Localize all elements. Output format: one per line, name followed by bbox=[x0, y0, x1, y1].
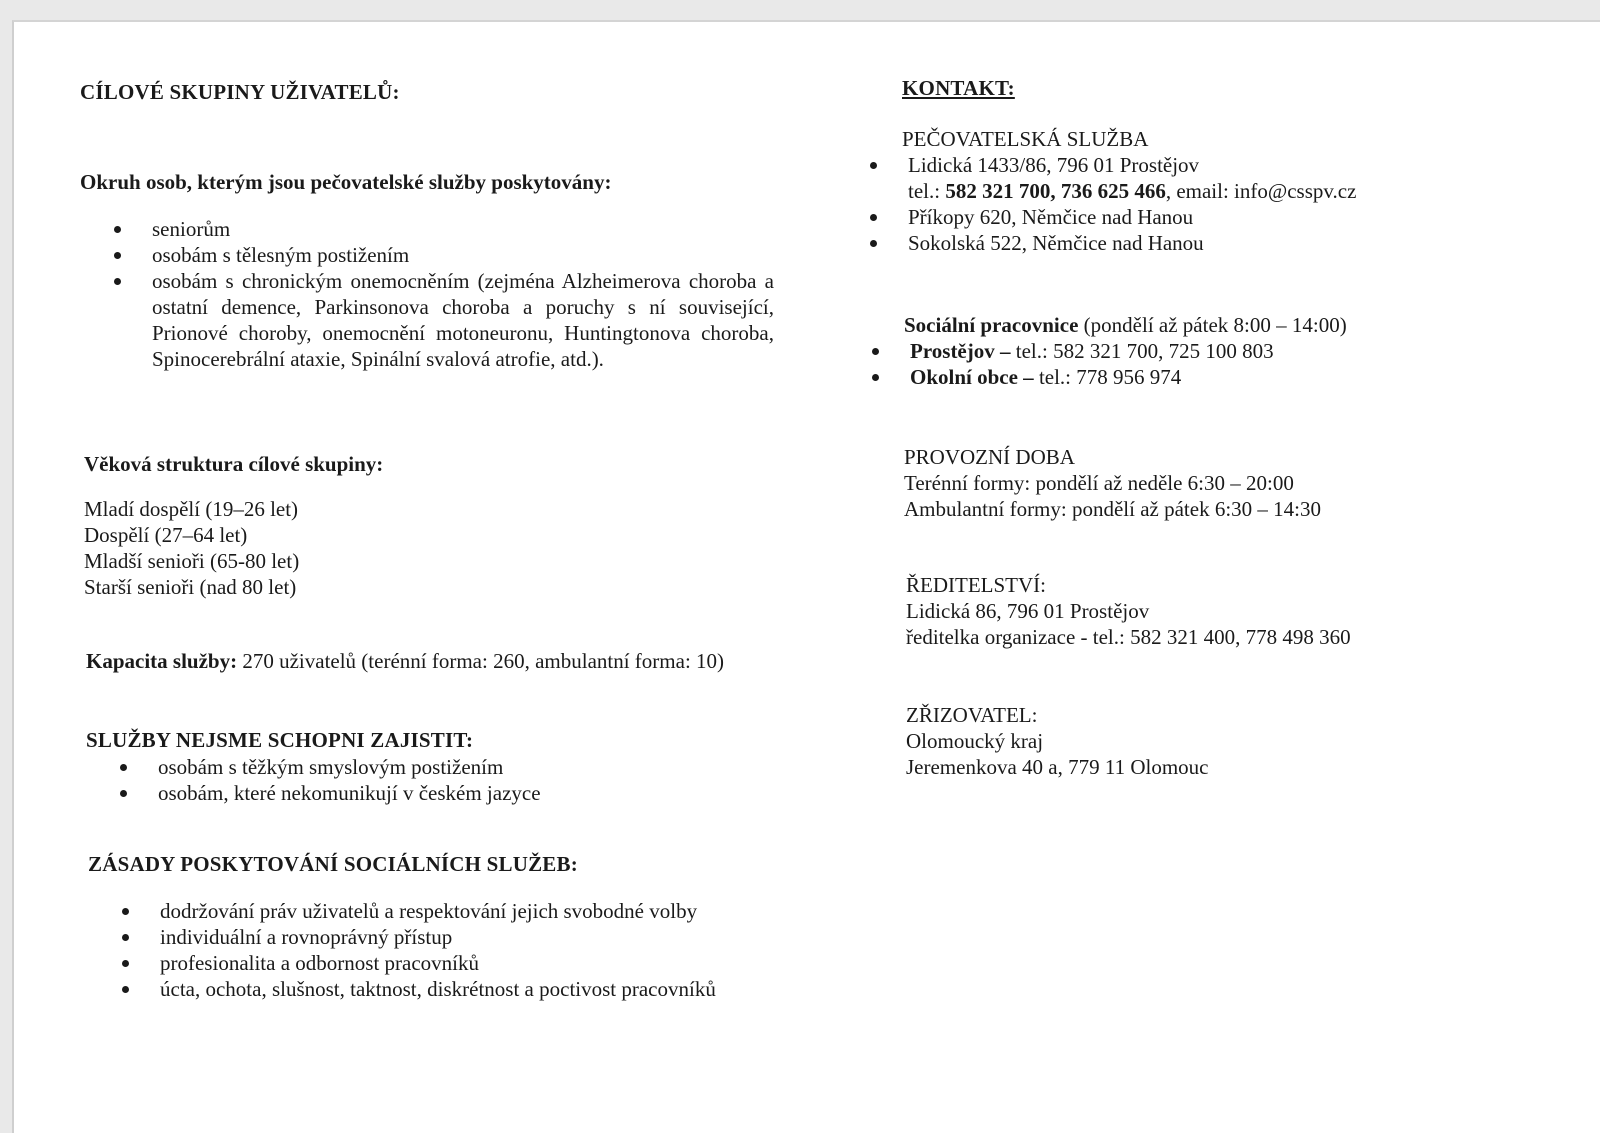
age-structure-list bbox=[84, 496, 299, 600]
address-main: Lidická 1433/86, 796 01 Prostějov bbox=[908, 153, 1200, 177]
service-circle-list bbox=[114, 216, 774, 372]
list-item: dodržování práv uživatelů a respektování jejich svobodné volby bbox=[122, 898, 802, 924]
social-workers-hours: (pondělí až pátek 8:00 – 14:00) bbox=[1078, 313, 1347, 337]
list-item bbox=[872, 338, 1432, 364]
list-item bbox=[870, 152, 1430, 204]
location-label: Okolní obce – bbox=[910, 365, 1034, 389]
headquarters-block bbox=[906, 572, 1351, 650]
principles-heading: ZÁSADY POSKYTOVÁNÍ SOCIÁLNÍCH SLUŽEB: bbox=[88, 852, 578, 876]
list-item: osobám, které nekomunikují v českém jazyce bbox=[120, 780, 720, 806]
service-addresses bbox=[870, 152, 1430, 256]
target-groups-heading: CÍLOVÉ SKUPINY UŽIVATELŮ: bbox=[80, 80, 400, 104]
capacity-line bbox=[86, 648, 724, 674]
document-page bbox=[12, 20, 1600, 1133]
founder-name: Olomoucký kraj bbox=[906, 729, 1044, 753]
unable-services-list bbox=[120, 754, 720, 806]
list-item: Dospělí (27–64 let) bbox=[84, 523, 248, 547]
headquarters-address: Lidická 86, 796 01 Prostějov bbox=[906, 599, 1150, 623]
list-item: Mladší senioři (65-80 let) bbox=[84, 549, 300, 573]
principles-list bbox=[122, 898, 802, 1002]
opening-hours-ambulant: Ambulantní formy: pondělí až pátek 6:30 – 14:30 bbox=[904, 497, 1322, 521]
headquarters-director: ředitelka organizace - tel.: 582 321 400, 778 498 360 bbox=[906, 625, 1351, 649]
email-text: , email: info@csspv.cz bbox=[1165, 179, 1357, 203]
list-item: úcta, ochota, slušnost, taktnost, diskrétnost a poctivost pracovníků bbox=[122, 976, 802, 1002]
tel-numbers: 582 321 700, 736 625 466 bbox=[945, 179, 1166, 203]
founder-heading: ZŘIZOVATEL: bbox=[906, 703, 1038, 727]
headquarters-heading: ŘEDITELSTVÍ: bbox=[906, 573, 1046, 597]
phone-text: tel.: 778 956 974 bbox=[1033, 365, 1182, 389]
opening-hours-heading: PROVOZNÍ DOBA bbox=[904, 445, 1075, 469]
age-structure-heading: Věková struktura cílové skupiny: bbox=[84, 452, 384, 476]
unable-services-heading: SLUŽBY NEJSME SCHOPNI ZAJISTIT: bbox=[86, 728, 474, 752]
list-item: Příkopy 620, Němčice nad Hanou bbox=[870, 204, 1430, 230]
opening-hours-block bbox=[904, 444, 1321, 522]
social-workers-label: Sociální pracovnice bbox=[904, 313, 1079, 337]
capacity-label: Kapacita služby: bbox=[86, 649, 238, 673]
contact-heading: KONTAKT: bbox=[902, 76, 1015, 100]
service-circle-heading: Okruh osob, kterým jsou pečovatelské služby poskytovány: bbox=[80, 170, 612, 194]
founder-block bbox=[906, 702, 1208, 780]
list-item bbox=[872, 364, 1432, 390]
opening-hours-terrain: Terénní formy: pondělí až neděle 6:30 – 20:00 bbox=[904, 471, 1294, 495]
list-item: osobám s chronickým onemocněním (zejména Alzheimerova choroba a ostatní demence, Parkinsonova choroba a poruchy s ní související, Prionové choroby, onemocnění motoneuronu, Huntingtonova choroba, Spinocerebrální ataxie, Spinální svalová atrofie, atd.). bbox=[114, 268, 774, 372]
service-name: PEČOVATELSKÁ SLUŽBA bbox=[902, 127, 1149, 151]
list-item: seniorům bbox=[114, 216, 774, 242]
list-item: osobám s těžkým smyslovým postižením bbox=[120, 754, 720, 780]
list-item: Mladí dospělí (19–26 let) bbox=[84, 497, 299, 521]
list-item: Starší senioři (nad 80 let) bbox=[84, 575, 297, 599]
phone-text: tel.: 582 321 700, 725 100 803 bbox=[1010, 339, 1274, 363]
list-item: Sokolská 522, Němčice nad Hanou bbox=[870, 230, 1430, 256]
social-workers-line bbox=[904, 312, 1347, 338]
list-item: osobám s tělesným postižením bbox=[114, 242, 774, 268]
capacity-value: 270 uživatelů (terénní forma: 260, ambulantní forma: 10) bbox=[242, 649, 725, 673]
social-workers-list bbox=[872, 338, 1432, 390]
location-label: Prostějov – bbox=[910, 339, 1011, 363]
list-item: individuální a rovnoprávný přístup bbox=[122, 924, 802, 950]
founder-address: Jeremenkova 40 a, 779 11 Olomouc bbox=[906, 755, 1209, 779]
tel-prefix: tel.: bbox=[908, 179, 946, 203]
list-item: profesionalita a odbornost pracovníků bbox=[122, 950, 802, 976]
